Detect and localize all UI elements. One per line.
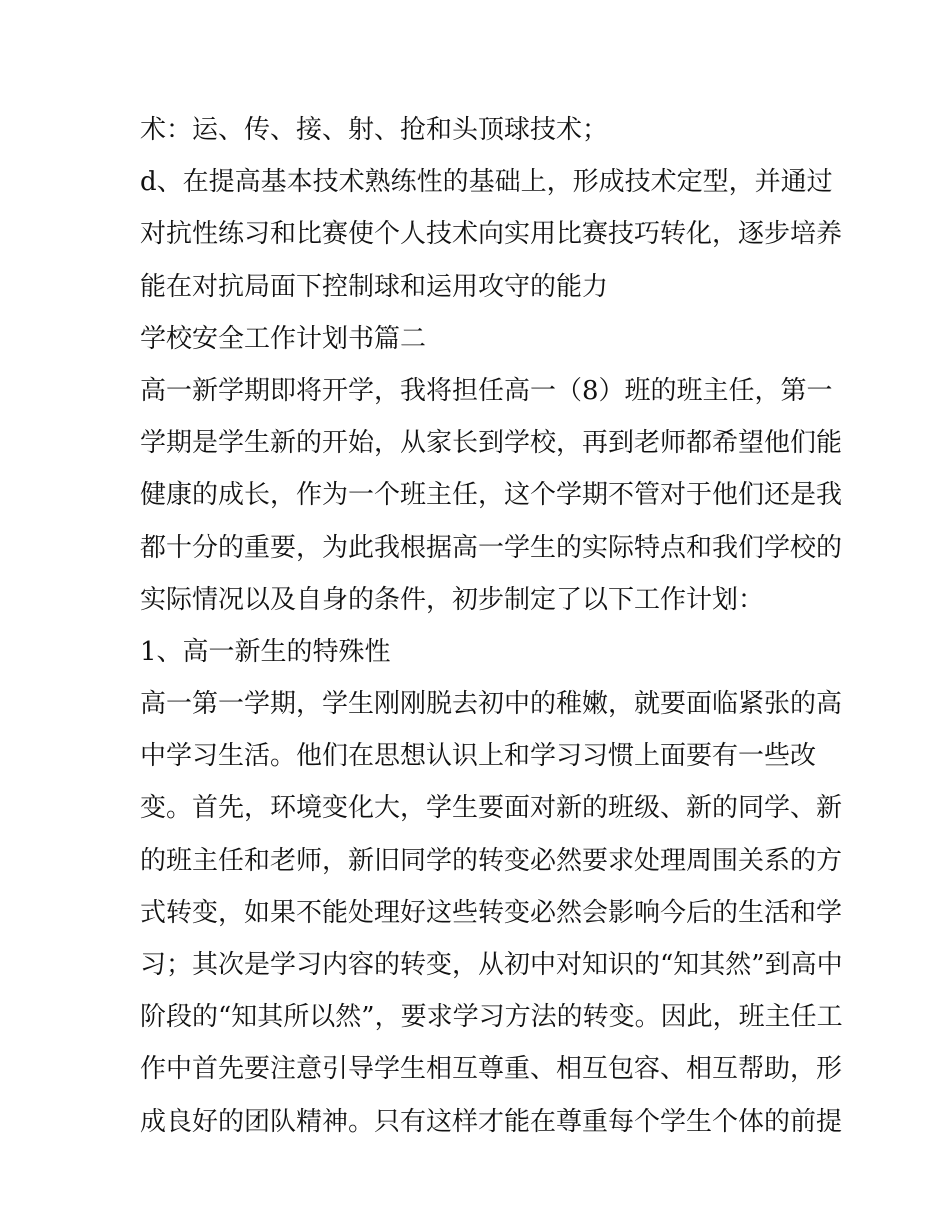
text-line: 成良好的团队精神。只有这样才能在尊重每个学生个体的前提	[140, 1106, 843, 1137]
text-line: 高一第一学期，学生刚刚脱去初中的稚嫩，就要面临紧张的高	[140, 689, 843, 720]
subsection-heading: 1、高一新生的特殊性	[140, 636, 391, 667]
text-line: 健康的成长，作为一个班主任，这个学期不管对于他们还是我	[140, 480, 843, 511]
text-line: 习；其次是学习内容的转变，从初中对知识的“知其然”到高中	[140, 950, 843, 980]
text-line: 阶段的“知其所以然”，要求学习方法的转变。因此，班主任工	[140, 1002, 843, 1033]
body-text	[140, 104, 843, 1148]
section-heading: 学校安全工作计划书篇二	[140, 323, 427, 354]
text-line: 对抗性练习和比赛使个人技术向实用比赛技巧转化，逐步培养	[140, 219, 843, 250]
text-line: 都十分的重要，为此我根据高一学生的实际特点和我们学校的	[140, 532, 843, 563]
text-line: d、在提高基本技术熟练性的基础上，形成技术定型，并通过	[140, 167, 833, 198]
text-line: 高一新学期即将开学，我将担任高一（8）班的班主任，第一	[140, 375, 833, 406]
text-line: 式转变，如果不能处理好这些转变必然会影响今后的生活和学	[140, 897, 843, 928]
text-line: 实际情况以及自身的条件，初步制定了以下工作计划：	[140, 584, 765, 615]
text-line: 学期是学生新的开始，从家长到学校，再到老师都希望他们能	[140, 428, 843, 459]
text-line: 能在对抗局面下控制球和运用攻守的能力	[140, 271, 609, 302]
text-line: 作中首先要注意引导学生相互尊重、相互包容、相互帮助，形	[140, 1054, 843, 1085]
text-line: 术：运、传、接、射、抢和头顶球技术；	[140, 115, 609, 145]
text-line: 变。首先，环境变化大，学生要面对新的班级、新的同学、新	[140, 793, 843, 824]
text-line: 中学习生活。他们在思想认识上和学习习惯上面要有一些改	[140, 741, 817, 772]
text-line: 的班主任和老师，新旧同学的转变必然要求处理周围关系的方	[140, 845, 843, 876]
